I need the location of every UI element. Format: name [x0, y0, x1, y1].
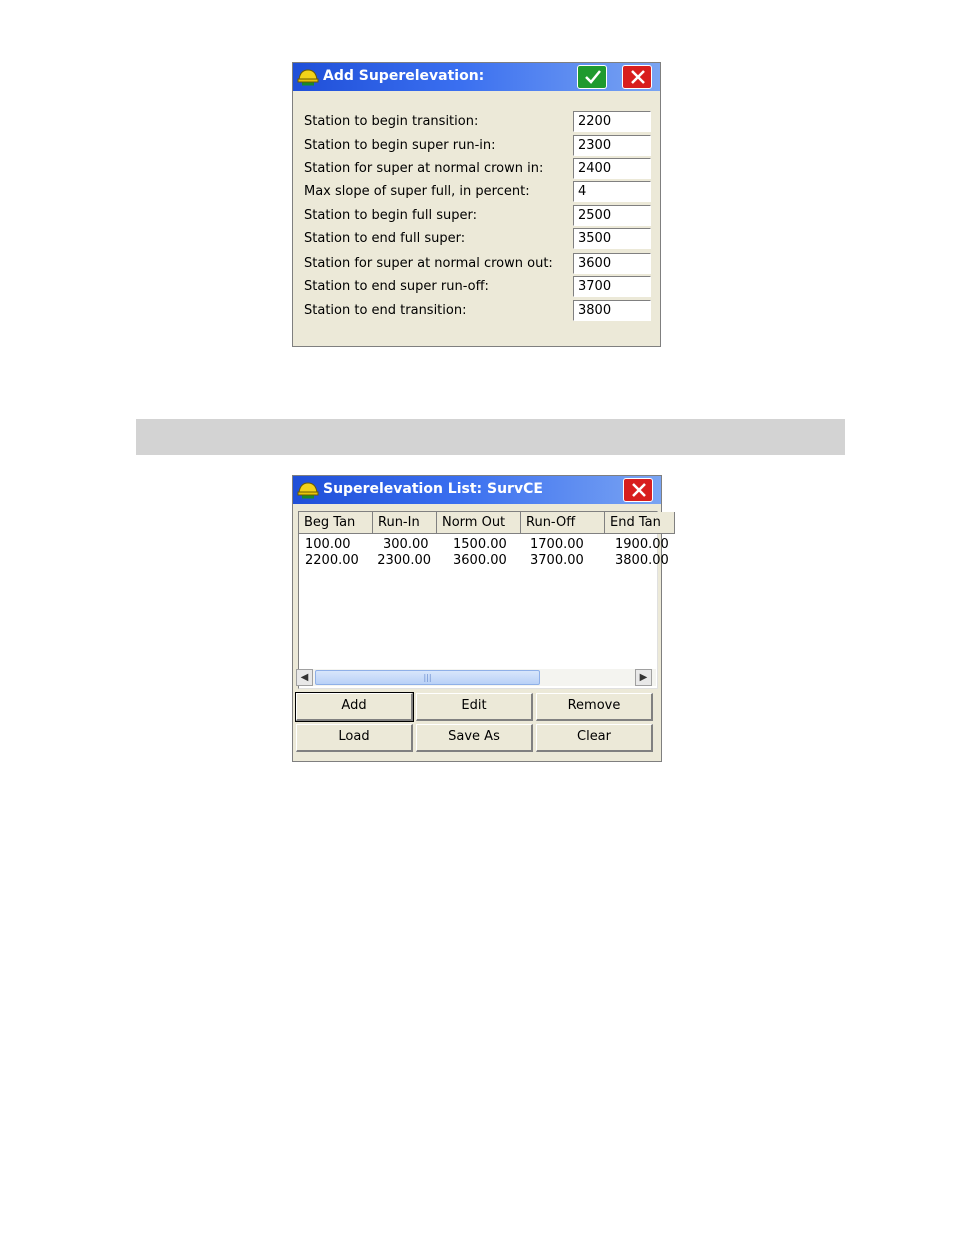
remove-button[interactable]: Remove	[536, 693, 653, 721]
field-label: Station to begin super run-in:	[304, 138, 496, 153]
list-dialog-title: Superelevation List: SurvCE	[323, 481, 543, 497]
cell-run-in: 2300.00	[377, 553, 431, 568]
normal-crown-in-input[interactable]: 2400	[573, 158, 651, 179]
add-dialog-title: Add Superelevation:	[323, 68, 485, 84]
load-button[interactable]: Load	[296, 724, 413, 752]
field-label: Station for super at normal crown in:	[304, 161, 544, 176]
field-label: Station to end super run-off:	[304, 279, 489, 294]
field-label: Station to end full super:	[304, 231, 466, 246]
cell-norm-out: 3600.00	[453, 553, 507, 568]
add-dialog-titlebar	[293, 63, 660, 91]
close-icon	[630, 482, 648, 498]
cell-beg-tan: 2200.00	[305, 553, 359, 568]
cell-run-in: 300.00	[383, 537, 429, 552]
field-row-end-transition	[304, 300, 654, 322]
app-hardhat-icon	[297, 67, 319, 87]
clear-button[interactable]: Clear	[536, 724, 653, 752]
column-header-run-in[interactable]: Run-In	[373, 512, 437, 534]
normal-crown-out-input[interactable]: 3600	[573, 253, 651, 274]
save-as-button[interactable]: Save As	[416, 724, 533, 752]
field-row-begin-transition	[304, 111, 654, 133]
cell-end-tan: 1900.00	[615, 537, 669, 552]
edit-button[interactable]: Edit	[416, 693, 533, 721]
cell-beg-tan: 100.00	[305, 537, 351, 552]
cell-end-tan: 3800.00	[615, 553, 669, 568]
field-row-max-slope	[304, 181, 654, 203]
field-row-end-run-off	[304, 276, 654, 298]
scroll-right-icon[interactable]: ▶	[635, 669, 652, 686]
field-row-begin-full-super	[304, 205, 654, 227]
list-header	[299, 512, 699, 534]
begin-transition-input[interactable]: 2200	[573, 111, 651, 132]
field-label: Station for super at normal crown out:	[304, 256, 553, 271]
horizontal-scrollbar[interactable]	[296, 669, 656, 686]
field-label: Station to begin full super:	[304, 208, 477, 223]
ok-button[interactable]	[577, 65, 607, 89]
cell-run-off: 1700.00	[530, 537, 584, 552]
checkmark-icon	[584, 69, 602, 85]
superelevation-listview[interactable]	[298, 511, 669, 689]
begin-run-in-input[interactable]: 2300	[573, 135, 651, 156]
close-icon	[629, 69, 647, 85]
cell-norm-out: 1500.00	[453, 537, 507, 552]
scroll-thumb[interactable]: |||	[315, 670, 540, 685]
column-header-norm-out[interactable]: Norm Out	[437, 512, 521, 534]
field-row-end-full-super	[304, 228, 654, 250]
column-header-end-tan[interactable]: End Tan	[605, 512, 675, 534]
field-label: Station to end transition:	[304, 303, 467, 318]
end-full-super-input[interactable]: 3500	[573, 228, 651, 249]
begin-full-super-input[interactable]: 2500	[573, 205, 651, 226]
superelevation-list-dialog	[292, 475, 669, 762]
field-label: Station to begin transition:	[304, 114, 479, 129]
field-row-begin-run-in	[304, 135, 654, 157]
list-dialog-titlebar	[293, 476, 661, 504]
cell-run-off: 3700.00	[530, 553, 584, 568]
app-hardhat-icon	[297, 480, 319, 500]
close-button[interactable]	[623, 478, 653, 502]
close-button[interactable]	[622, 65, 652, 89]
table-row[interactable]	[299, 537, 699, 553]
separator-band	[136, 419, 845, 455]
field-row-normal-crown-in	[304, 158, 654, 180]
field-label: Max slope of super full, in percent:	[304, 184, 530, 199]
add-button[interactable]: Add	[296, 693, 413, 721]
column-header-beg-tan[interactable]: Beg Tan	[299, 512, 373, 534]
column-header-run-off[interactable]: Run-Off	[521, 512, 605, 534]
table-row[interactable]	[299, 553, 699, 569]
max-slope-input[interactable]: 4	[573, 181, 651, 202]
field-row-normal-crown-out	[304, 253, 654, 275]
end-run-off-input[interactable]: 3700	[573, 276, 651, 297]
add-superelevation-dialog	[292, 62, 661, 347]
scroll-left-icon[interactable]: ◀	[296, 669, 313, 686]
end-transition-input[interactable]: 3800	[573, 300, 651, 321]
